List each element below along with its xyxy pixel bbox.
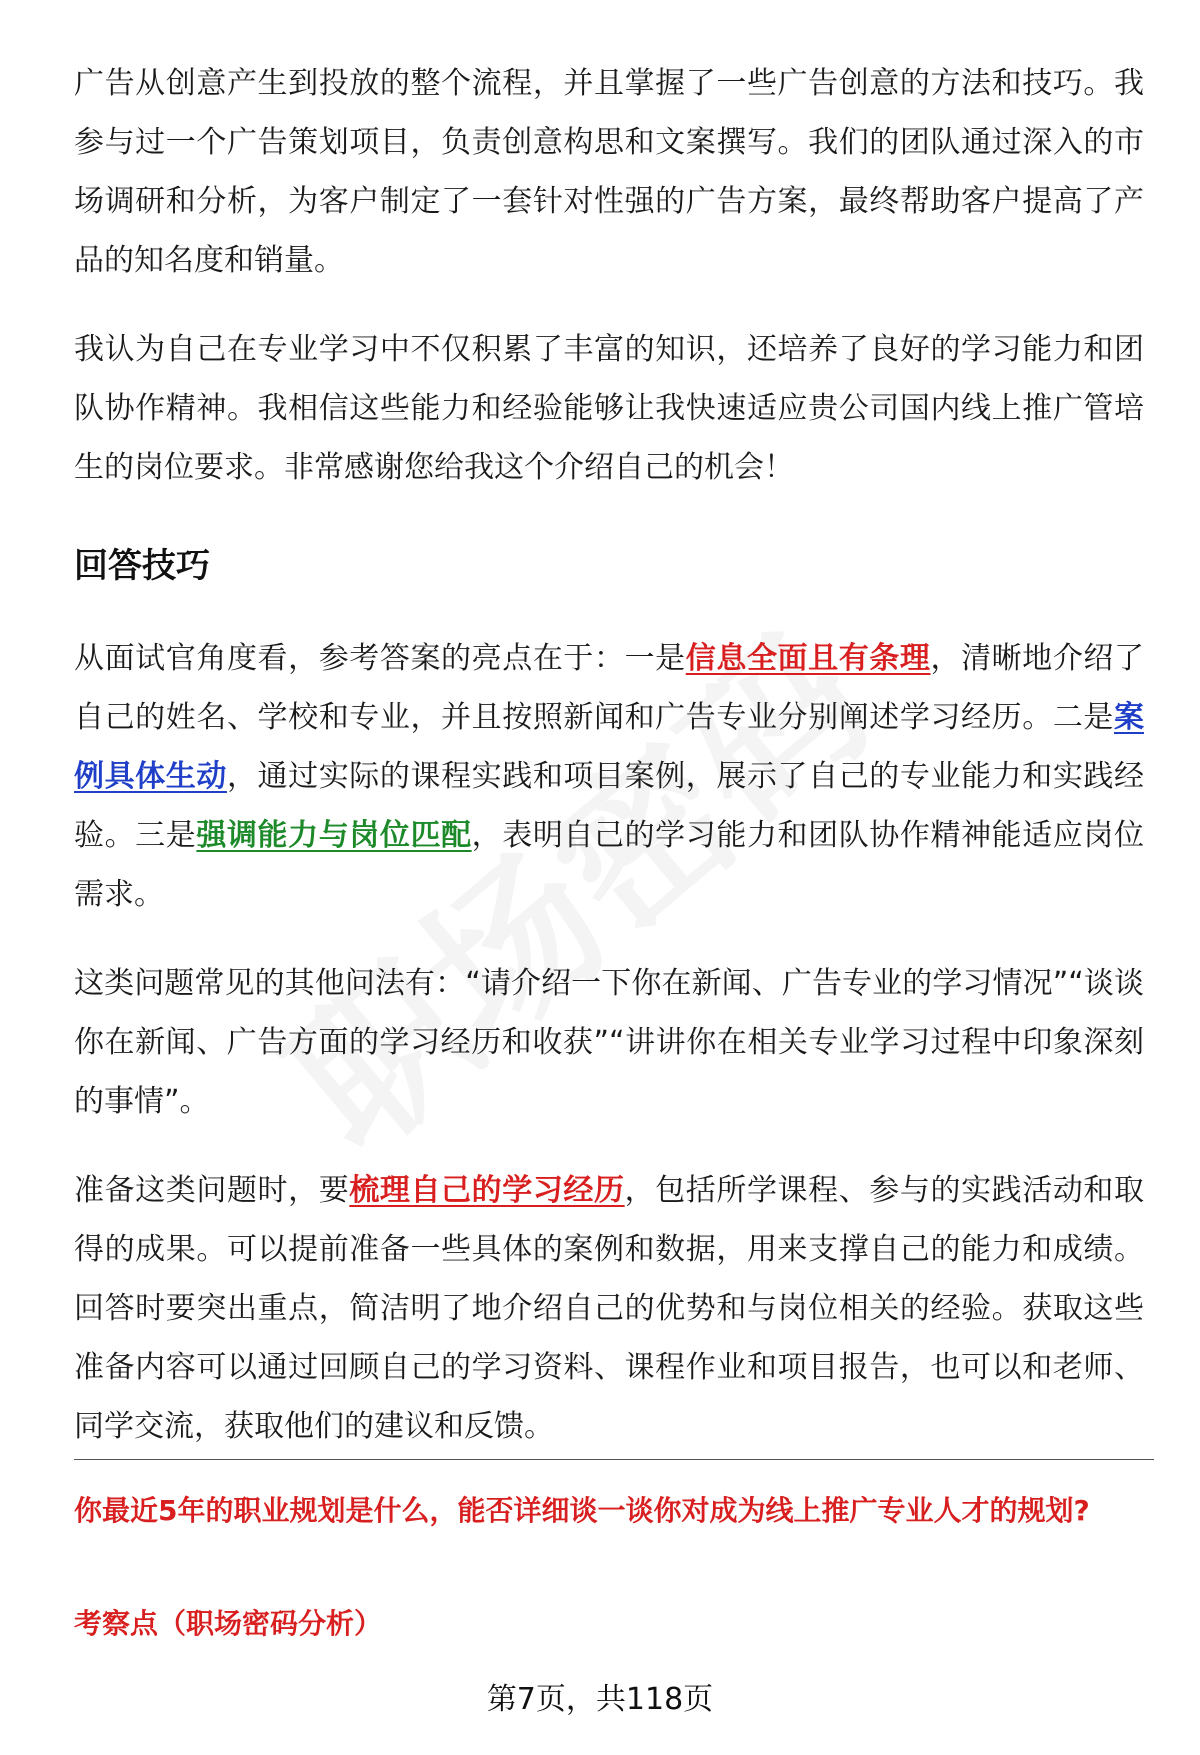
- text-span: ，包括所学课程、参与的实践活动和取得的成果。可以提前准备一些具体的案例和数据，用来支撑自己的能力和成绩。回答时要突出重点，简洁明了地介绍自己的优势和与岗位相关的经验。获取这些准备内容可以通过回顾自己的学习资料、课程作业和项目报告，也可以和老师、同学交流，获取他们的建议和反馈。: [74, 1173, 1145, 1444]
- text-span: ，表明自己的学习能力和团队协作精神能适应岗位需求。: [74, 818, 1145, 912]
- divider: [74, 1459, 1154, 1460]
- content: [74, 54, 1144, 1456]
- text-span: ，清晰地介绍了自己的姓名、学校和专业，并且按照新闻和广告专业分别阐述学习经历。二是: [74, 641, 1145, 735]
- paragraph-alternative-questions: 这类问题常见的其他问法有：“请介绍一下你在新闻、广告专业的学习情况”“谈谈你在新闻、广告方面的学习经历和收获”“讲讲你在相关专业学习过程中印象深刻的事情”。: [74, 966, 1144, 1119]
- next-question-subtitle: 考察点（职场密码分析）: [74, 1607, 383, 1640]
- highlight-complete-info: 信息全面且有条理: [685, 641, 931, 676]
- text-span: 从面试官角度看，参考答案的亮点在于：一是: [74, 641, 686, 676]
- paragraph-conclusion: 我认为自己在专业学习中不仅积累了丰富的知识，还培养了良好的学习能力和团队协作精神。我相信这些能力和经验能够让我快速适应贵公司国内线上推广管培生的岗位要求。非常感谢您给我这个介绍自己的机会！: [74, 332, 1144, 485]
- highlight-job-match: 强调能力与岗位匹配: [196, 818, 472, 853]
- paragraph-ad-experience: 广告从创意产生到投放的整个流程，并且掌握了一些广告创意的方法和技巧。我参与过一个广告策划项目，负责创意构思和文案撰写。我们的团队通过深入的市场调研和分析，为客户制定了一套针对性强的广告方案，最终帮助客户提高了产品的知名度和销量。: [74, 66, 1144, 278]
- highlight-sort-experience: 梳理自己的学习经历: [349, 1173, 625, 1208]
- next-question-title: 你最近5年的职业规划是什么，能否详细谈一谈你对成为线上推广专业人才的规划?: [74, 1494, 1090, 1527]
- text-span: 准备这类问题时，要: [74, 1173, 350, 1208]
- section-heading: 回答技巧: [74, 546, 210, 586]
- text-span: ，通过实际的课程实践和项目案例，展示了自己的专业能力和实践经验。三是: [74, 759, 1145, 853]
- page-footer: 第7页，共118页: [486, 1682, 714, 1717]
- paragraph-highlights: [74, 629, 1144, 924]
- highlight-vivid-cases: 案例具体生动: [74, 700, 1144, 794]
- paragraph-preparation: [74, 1161, 1144, 1456]
